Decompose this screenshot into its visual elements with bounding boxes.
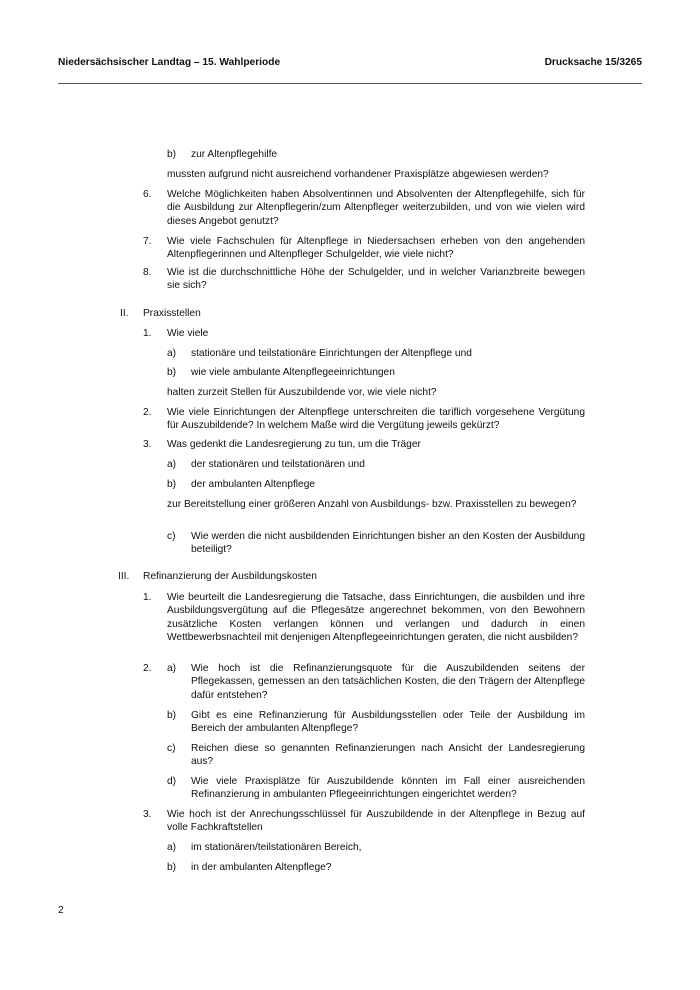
question-number: 3. <box>143 809 152 820</box>
section-number: III. <box>118 571 130 582</box>
item-text: Reichen diese so genannten Refinanzierungen nach Ansicht der Landesregierung aus? <box>191 743 585 768</box>
item-text: zur Bereitstellung einer größeren Anzahl von Ausbildungs- bzw. Praxisstellen zu bewegen? <box>167 499 577 510</box>
item-text: der stationären und teilstationären und <box>191 459 365 470</box>
question-text: Welche Möglichkeiten haben Absolventinnen und Absolventen der Altenpflegehilfe, sich für die Ausbildung zur Altenpflegerin/zum Altenpfleger weiterzubilden, und von wie vielen wird dieses Angebot genutzt? <box>167 189 585 227</box>
question-number: 3. <box>143 439 152 450</box>
item-text: halten zurzeit Stellen für Auszubildende vor, wie viele nicht? <box>167 387 437 398</box>
item-label: a) <box>167 663 177 674</box>
question-text: Wie ist die durchschnittliche Höhe der Schulgelder, und in welcher Varianzbreite bewegen sie sich? <box>167 267 585 292</box>
question-number: 1. <box>143 592 152 603</box>
item-label: b) <box>167 710 177 721</box>
question-text: Wie viele <box>167 328 209 339</box>
item-text: Wie werden die nicht ausbildenden Einrichtungen bisher an den Kosten der Ausbildung beteiligt? <box>191 531 585 556</box>
item-label: c) <box>167 743 176 754</box>
item-text: Wie viele Praxisplätze für Auszubildende könnten im Fall einer ausreichenden Refinanzierung in ambulanten Pflegeeinrichtungen eingerichtet werden? <box>191 776 585 801</box>
header-document-number: Drucksache 15/3265 <box>544 57 642 68</box>
section-number: II. <box>120 308 129 319</box>
item-label: b) <box>167 367 177 378</box>
section-heading: Refinanzierung der Ausbildungskosten <box>143 571 317 582</box>
question-number: 6. <box>143 189 152 200</box>
item-text: Gibt es eine Refinanzierung für Ausbildungsstellen oder Teile der Ausbildung im Bereich der ambulanten Altenpflege? <box>191 710 585 735</box>
item-label: c) <box>167 531 176 542</box>
question-number: 7. <box>143 236 152 247</box>
item-label: b) <box>167 479 177 490</box>
question-text: Wie viele Einrichtungen der Altenpflege unterschreiten die tariflich vorgesehene Vergütung für Auszubildende? In welchem Maße wird die Vergütung jeweils gekürzt? <box>167 407 585 432</box>
item-text: der ambulanten Altenpflege <box>191 479 316 490</box>
question-text: Wie viele Fachschulen für Altenpflege in Niedersachsen erheben von den angehenden Altenpflegerinnen und Altenpfleger Schulgelder, wie viele nicht? <box>167 236 585 261</box>
question-number: 8. <box>143 267 152 278</box>
item-label: a) <box>167 348 177 359</box>
item-text: im stationären/teilstationären Bereich, <box>191 842 362 853</box>
item-text: mussten aufgrund nicht ausreichend vorhandener Praxisplätze abgewiesen werden? <box>167 169 549 180</box>
header-rule <box>58 83 642 84</box>
item-text: Wie hoch ist die Refinanzierungsquote für die Auszubildenden seitens der Pflegekassen, gemessen an den tatsächlichen Kosten, die den Trägern der Altenpflege dafür entstehen? <box>191 663 585 701</box>
item-label: a) <box>167 842 177 853</box>
item-text: stationäre und teilstationäre Einrichtungen der Altenpflege und <box>191 348 472 359</box>
page-header <box>58 56 642 70</box>
question-text: Was gedenkt die Landesregierung zu tun, um die Träger <box>167 439 421 450</box>
item-text: wie viele ambulante Altenpflegeeinrichtungen <box>191 367 395 378</box>
header-parliament: Niedersächsischer Landtag – 15. Wahlperiode <box>58 57 281 68</box>
question-text: Wie beurteilt die Landesregierung die Tatsache, dass Einrichtungen, die ausbilden und ihre Ausbildungsvergütung auf die Pflegesätze angerechnet bekommen, von den Bewohnern zusätzliche Kosten verlangen können und verlangen und dadurch in einen Wettbewerbsnachteil mit denjenigen Altenpflegeeinrichtungen geraten, die nicht ausbilden? <box>167 592 585 644</box>
question-text: Wie hoch ist der Anrechungsschlüssel für Auszubildende in der Altenpflege in Bezug auf volle Fachkraftstellen <box>167 809 585 834</box>
question-number: 2. <box>143 663 152 674</box>
item-label: a) <box>167 459 177 470</box>
question-number: 1. <box>143 328 152 339</box>
item-label: b) <box>167 149 177 160</box>
item-text: zur Altenpflegehilfe <box>191 149 278 160</box>
item-text: in der ambulanten Altenpflege? <box>191 862 332 873</box>
page-number: 2 <box>58 905 64 916</box>
item-label: b) <box>167 862 177 873</box>
section-heading: Praxisstellen <box>143 308 201 319</box>
item-label: d) <box>167 776 177 787</box>
question-number: 2. <box>143 407 152 418</box>
